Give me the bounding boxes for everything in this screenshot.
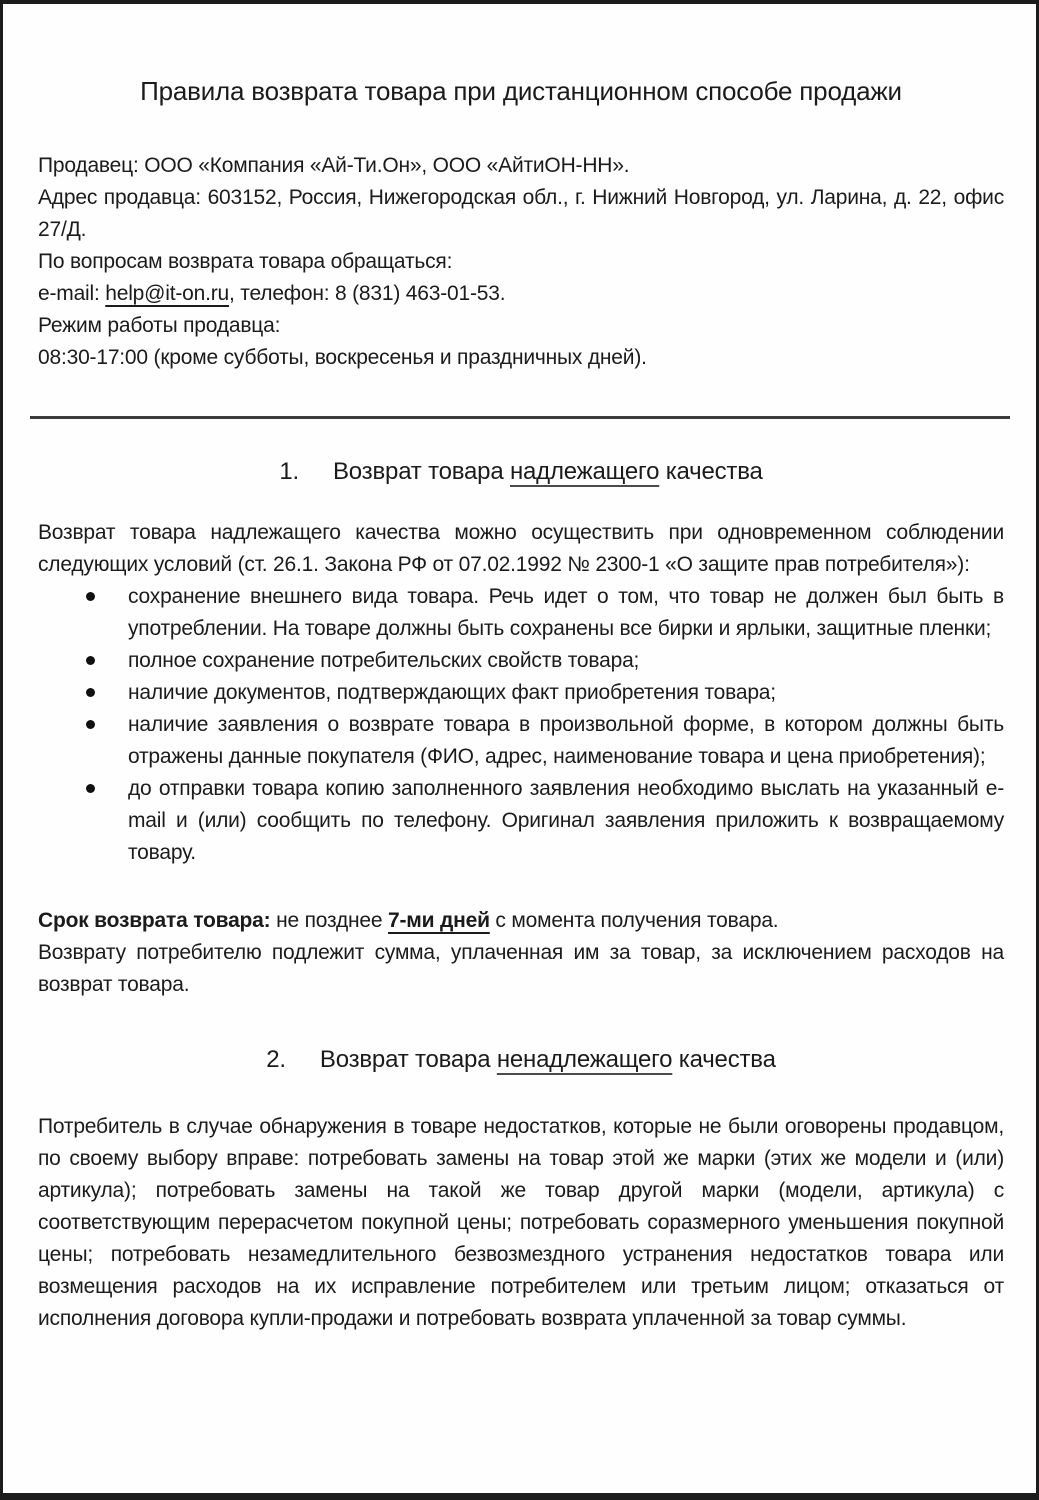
condition-text: наличие заявления о возврате товара в произвольной форме, в котором должны быть отражены данные покупателя (ФИО, адрес, наименование товара и цена приобретения);	[128, 713, 1004, 768]
seller-hours-value: 08:30-17:00 (кроме субботы, воскресенья и праздничных дней).	[38, 346, 647, 369]
condition-item	[38, 581, 1004, 645]
section-1-title	[333, 457, 763, 487]
document-title: Правила возврата товара при дистанционном способе продажи	[140, 76, 902, 106]
section-2-title	[320, 1045, 776, 1075]
refund-note: Возврату потребителю подлежит сумма, уплаченная им за товар, за исключением расходов на возврат товара.	[38, 941, 1004, 996]
return-term-line	[38, 905, 1004, 937]
section-1-title-underlined: надлежащего	[509, 458, 660, 485]
bullet-dot-icon	[86, 592, 95, 601]
email-label: e-mail:	[38, 282, 106, 305]
seller-address-line: Адрес продавца: 603152, Россия, Нижегородская обл., г. Нижний Новгород, ул. Ларина, д. 22, офис 27/Д.	[38, 186, 1004, 241]
section-2-body: Потребитель в случае обнаружения в товаре недостатков, которые не были оговорены продавцом, по своему выбору вправе: потребовать замены на товар этой же марки (этих же модели и (или) артикула); потребовать замены на такой же товар другой марки (модели, артикула) с соответствующим перерасчетом покупной цены; потребовать соразмерного уменьшения покупной цены; потребовать незамедлительного безвозмездного устранения недостатков товара или возмещения расходов на их исправление потребителем или третьим лицом; отказаться от исполнения договора купли-продажи и потребовать возврата уплаченной за товар суммы.	[38, 1115, 1004, 1330]
seller-hours-label: Режим работы продавца:	[38, 314, 281, 337]
section-1-title-pre: Возврат товара	[333, 458, 510, 485]
email-link[interactable]: help@it-on.ru	[105, 282, 230, 305]
section-1-heading	[38, 457, 1004, 487]
bullet-dot-icon	[86, 656, 95, 665]
section-2-number: 2.	[266, 1046, 286, 1073]
bullet-dot-icon	[86, 720, 95, 729]
section-divider	[30, 416, 1010, 419]
section-2-title-underlined: ненадлежащего	[496, 1046, 673, 1073]
condition-text: до отправки товара копию заполненного заявления необходимо выслать на указанный e-mail и (или) сообщить по телефону. Оригинал заявления приложить к возвращаемому товару.	[128, 777, 1004, 864]
section-2-heading	[38, 1045, 1004, 1075]
phone-text: , телефон: 8 (831) 463-01-53.	[229, 282, 506, 305]
return-term-mid: не позднее	[270, 909, 389, 932]
condition-item	[38, 645, 1004, 677]
section-1-title-post: качества	[659, 458, 763, 485]
conditions-list	[38, 581, 1004, 869]
condition-text: полное сохранение потребительских свойств товара;	[128, 649, 640, 672]
return-term-label: Срок возврата товара:	[38, 909, 271, 932]
seller-info-block	[38, 150, 1004, 374]
condition-text: сохранение внешнего вида товара. Речь идет о том, что товар не должен был быть в употреблении. На товаре должны быть сохранены все бирки и ярлыки, защитные пленки;	[128, 585, 1004, 640]
condition-item	[38, 709, 1004, 773]
section-2-title-post: качества	[672, 1046, 776, 1073]
bullet-dot-icon	[86, 688, 95, 697]
condition-item	[38, 677, 1004, 709]
condition-item	[38, 773, 1004, 869]
return-term-post: с момента получения товара.	[489, 909, 779, 932]
condition-text: наличие документов, подтверждающих факт приобретения товара;	[128, 681, 776, 704]
section-1-intro: Возврат товара надлежащего качества можно осуществить при одновременном соблюдении следующих условий (ст. 26.1. Закона РФ от 07.02.1992 № 2300-1 «О защите прав потребителя»):	[38, 521, 1004, 576]
section-2-title-pre: Возврат товара	[319, 1046, 497, 1073]
seller-vendor-line: Продавец: ООО «Компания «Ай-Ти.Он», ООО «АйтиОН-НН».	[38, 154, 630, 177]
seller-contact-intro: По вопросам возврата товара обращаться:	[38, 250, 453, 273]
bullet-dot-icon	[86, 784, 95, 793]
return-term-block	[38, 905, 1004, 1001]
section-1-number: 1.	[279, 458, 299, 485]
seller-contact-line	[38, 278, 1004, 310]
return-term-days: 7-ми дней	[388, 909, 490, 932]
